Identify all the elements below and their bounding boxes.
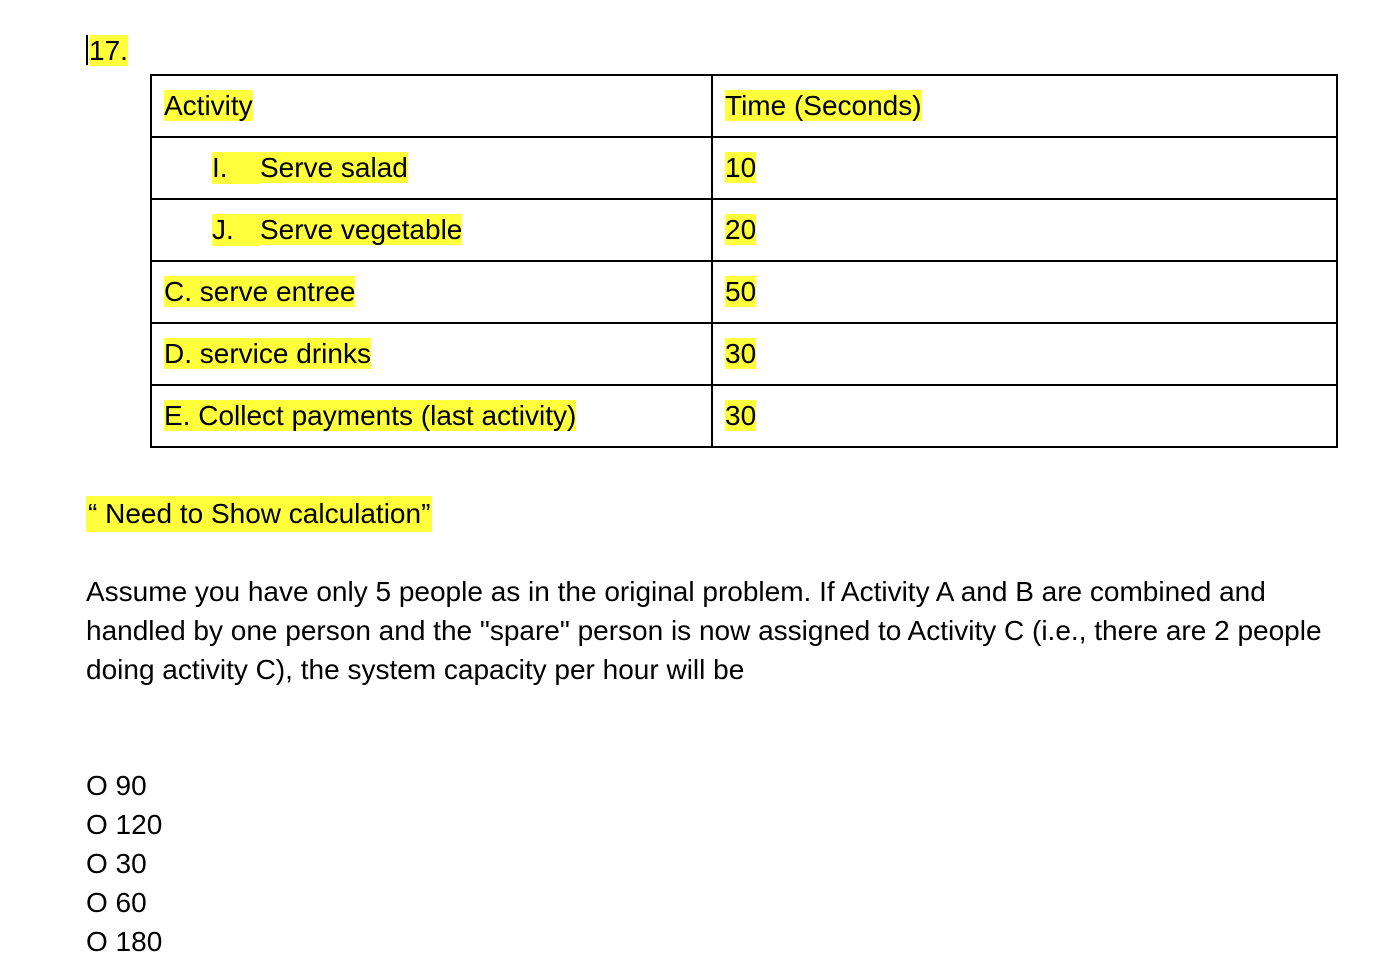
table-row: [151, 385, 1337, 447]
header-activity-cell: [151, 75, 712, 137]
answer-option[interactable]: O 120: [86, 809, 163, 840]
time-value: 10: [725, 152, 757, 183]
time-cell: [712, 199, 1337, 261]
calculation-note: “ Need to Show calculation”: [86, 496, 432, 532]
activity-label: Serve salad: [260, 152, 408, 183]
question-number: [86, 34, 128, 68]
time-cell: [712, 385, 1337, 447]
table-header-row: [151, 75, 1337, 137]
activity-label: Serve vegetable: [260, 214, 463, 245]
activity-cell: [151, 137, 712, 199]
activity-cell: [151, 199, 712, 261]
table-row: [151, 261, 1337, 323]
answer-options: [86, 766, 162, 961]
time-value: 20: [725, 214, 757, 245]
time-value: 30: [725, 400, 757, 431]
table-row: [151, 199, 1337, 261]
answer-option[interactable]: O 180: [86, 926, 163, 957]
question-text: Assume you have only 5 people as in the original problem. If Activity A and B are combined and handled by one person and the "spare" person is now assigned to Activity C (i.e., there are 2 people doing activity C), the system capacity per hour will be: [86, 576, 1322, 685]
activity-label: D. service drinks: [164, 338, 371, 369]
activity-marker: I.: [212, 152, 260, 184]
activity-label: E. Collect payments (last activity): [164, 400, 577, 431]
activity-cell: [151, 385, 712, 447]
table-row: [151, 323, 1337, 385]
activity-marker: J.: [212, 214, 260, 246]
text-cursor: [86, 35, 88, 65]
time-value: 30: [725, 338, 757, 369]
time-cell: [712, 261, 1337, 323]
table-row: [151, 137, 1337, 199]
answer-option[interactable]: O 30: [86, 848, 147, 879]
activity-cell: [151, 323, 712, 385]
header-time-cell: [712, 75, 1337, 137]
time-cell: [712, 323, 1337, 385]
time-value: 50: [725, 276, 757, 307]
answer-option[interactable]: O 90: [86, 770, 147, 801]
activity-label: C. serve entree: [164, 276, 356, 307]
activity-cell: [151, 261, 712, 323]
header-activity: Activity: [164, 90, 253, 121]
activity-table: [150, 74, 1338, 448]
time-cell: [712, 137, 1337, 199]
header-time: Time (Seconds): [725, 90, 922, 121]
question-number-label: 17.: [89, 35, 128, 66]
answer-option[interactable]: O 60: [86, 887, 147, 918]
